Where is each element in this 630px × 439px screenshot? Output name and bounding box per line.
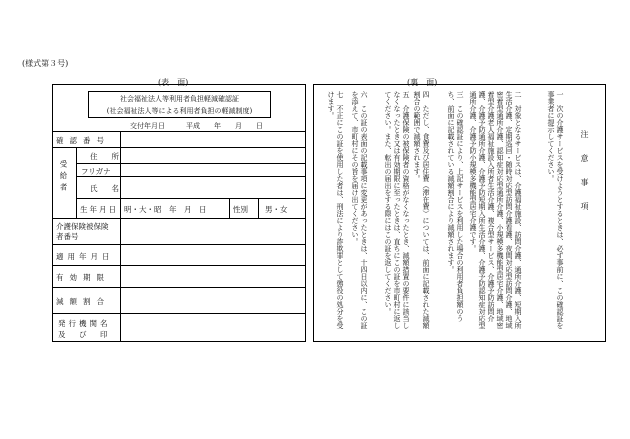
note-item: 二 対象となるサービスは、介護福祉施設、訪問介護、通所介護、短期入所生活介護、定期巡回・随時対応型訪問介護看護、夜間対応型訪問介護、地域密着型通所介護、認知症対応型通所介護、小規模多機能型居宅介護、地域密着型介護老人福祉施設入所者生活介護、複合型サービス、介護予防訪問介護、介護予防通所介護、介護予防短期入所生活介護、介護予防認知症対応型通所介護、介護予防小規模多機能型居宅介護です。 [469,91,522,329]
issuer-label-line2: 及 び 印 [58,330,111,339]
address-label: 住所 [90,152,133,161]
issue-date: 交付年月日 平成 年 月 日 [130,122,263,130]
issuer-label-line1: 発行機関名 [58,319,111,328]
back-side-label: (裏 面) [407,78,438,87]
note-item: 七 不正にこの証を使用した者は、刑法により詐欺罪として懲役の処分を受けます。 [327,91,344,329]
row-divider [52,218,306,219]
issuer-label [58,318,111,340]
applicable-date-label: 適用年月日 [56,252,114,261]
birth-date-label: 生年月日 [80,205,118,214]
row-divider [52,265,306,266]
name-label: 氏名 [90,184,133,193]
col-divider [229,198,230,218]
sex-value: 男・女 [265,205,288,214]
note-item: 六 この証の表面の記載事項に変更があったときは、十四日以内に、この証を添えて、市町村にその旨を届け出てください。 [351,91,368,329]
certificate-subtitle: (社会福祉法人等による利用者負担の軽減制度) [106,107,253,115]
col-divider [120,131,121,342]
col-divider [76,147,77,218]
recipient-label: 受給者 [59,160,68,195]
validity-label: 有効期限 [56,273,110,282]
certificate-title: 社会福祉法人等利用者負担軽減確認証 [120,95,239,103]
confirmation-number-label: 確認番号 [56,136,110,145]
reduction-rate-label: 減額割合 [56,297,110,306]
insured-number-label [56,222,109,242]
row-divider [76,163,306,164]
col-divider [258,198,259,218]
row-divider [52,147,306,148]
sex-label: 性別 [233,205,248,214]
note-item: 三 この確認証により、上記サービスを利用した場合の利用者負担額のうち、前面に記載されている減額割合により減額されます。 [447,91,464,322]
notes-heading: 注 意 事 項 [580,130,589,214]
insured-number-label-line2: 者番号 [56,232,79,241]
note-item: 四 ただし、食費及び居住費（滞在費）については、前面に記載された減額割合の範囲で減額されます。 [413,91,430,329]
certificate-title-box [88,91,271,118]
row-divider [52,313,306,314]
row-divider [76,198,306,199]
row-divider [52,244,306,245]
front-side-label: (表 面) [158,78,189,87]
form-number: (様式第３号) [22,59,69,68]
insured-number-label-line1: 介護保険被保険 [56,222,109,231]
row-divider [52,287,306,288]
note-item: 五 介護保険の被保険者の資格がなくなったとき、減額措置の要件に該当しなくなったとき又は有効期限に至ったときは、直ちにこの証を市町村に返してください。また、転出の届出をする際にはこの証を返してください。 [384,91,410,329]
note-item: 一 次の介護サービスを受けようとするときは、必ず事前に、この確認証を事業者に提示してください。 [547,91,564,329]
furigana-label: フリガナ [81,167,111,176]
row-divider [52,131,306,132]
birth-date-value: 明・大・昭 年 月 日 [124,205,207,214]
